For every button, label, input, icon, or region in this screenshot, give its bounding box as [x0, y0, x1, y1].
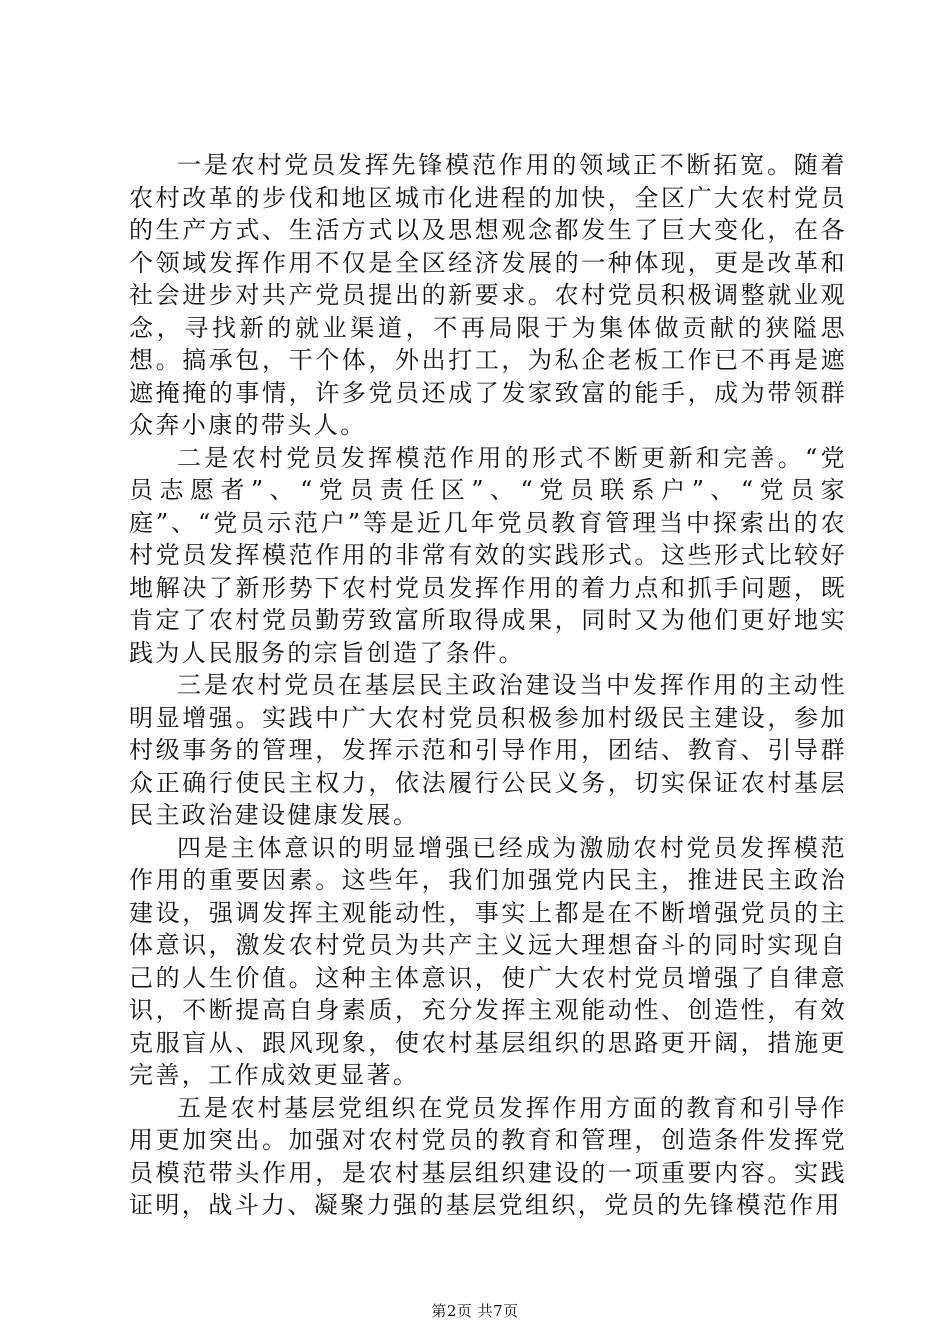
paragraph-1: 一是农村党员发挥先锋模范作用的领域正不断拓宽。随着农村改革的步伐和地区城市化进程的加快，全区广大农村党员的生产方式、生活方式以及思想观念都发生了巨大变化，在各个领域发挥作用不仅是全区经济发展的一种体现，更是改革和社会进步对共产党员提出的新要求。农村党员积极调整就业观念，寻找新的就业渠道，不再局限于为集体做贡献的狭隘思想。搞承包，干个体，外出打工，为私企老板工作已不再是遮遮掩掩的事情，许多党员还成了发家致富的能手，成为带领群众奔小康的带头人。 [129, 151, 847, 439]
paragraph-5: 五是农村基层党组织在党员发挥作用方面的教育和引导作用更加突出。加强对农村党员的教育和管理，创造条件发挥党员模范带头作用，是农村基层组织建设的一项重要内容。实践证明，战斗力、凝聚力强的基层党组织，党员的先锋模范作用 [129, 1093, 847, 1219]
paragraph-3: 三是农村党员在基层民主政治建设当中发挥作用的主动性明显增强。实践中广大农村党员积极参加村级民主建设，参加村级事务的管理，发挥示范和引导作用，团结、教育、引导群众正确行使民主权力，依法履行公民义务，切实保证农村基层民主政治建设健康发展。 [129, 671, 847, 829]
paragraph-2: 二是农村党员发挥模范作用的形式不断更新和完善。“党员志愿者”、“党员责任区”、“党员联系户”、“党员家庭”、“党员示范户”等是近几年党员教育管理当中探索出的农村党员发挥模范作用的非常有效的实践形式。这些形式比较好地解决了新形势下农村党员发挥作用的着力点和抓手问题，既肯定了农村党员勤劳致富所取得成果，同时又为他们更好地实践为人民服务的宗旨创造了条件。 [129, 443, 847, 667]
page-footer: 第2页 共7页 [431, 1302, 519, 1320]
document-body [129, 149, 847, 1222]
paragraph-4: 四是主体意识的明显增强已经成为激励农村党员发挥模范作用的重要因素。这些年，我们加强党内民主，推进民主政治建设，强调发挥主观能动性，事实上都是在不断增强党员的主体意识，激发农村党员为共产主义远大理想奋斗的同时实现自己的人生价值。这种主体意识，使广大农村党员增强了自律意识，不断提高自身素质，充分发挥主观能动性、创造性，有效克服盲从、跟风现象，使农村基层组织的思路更开阔，措施更完善，工作成效更显著。 [129, 833, 847, 1089]
